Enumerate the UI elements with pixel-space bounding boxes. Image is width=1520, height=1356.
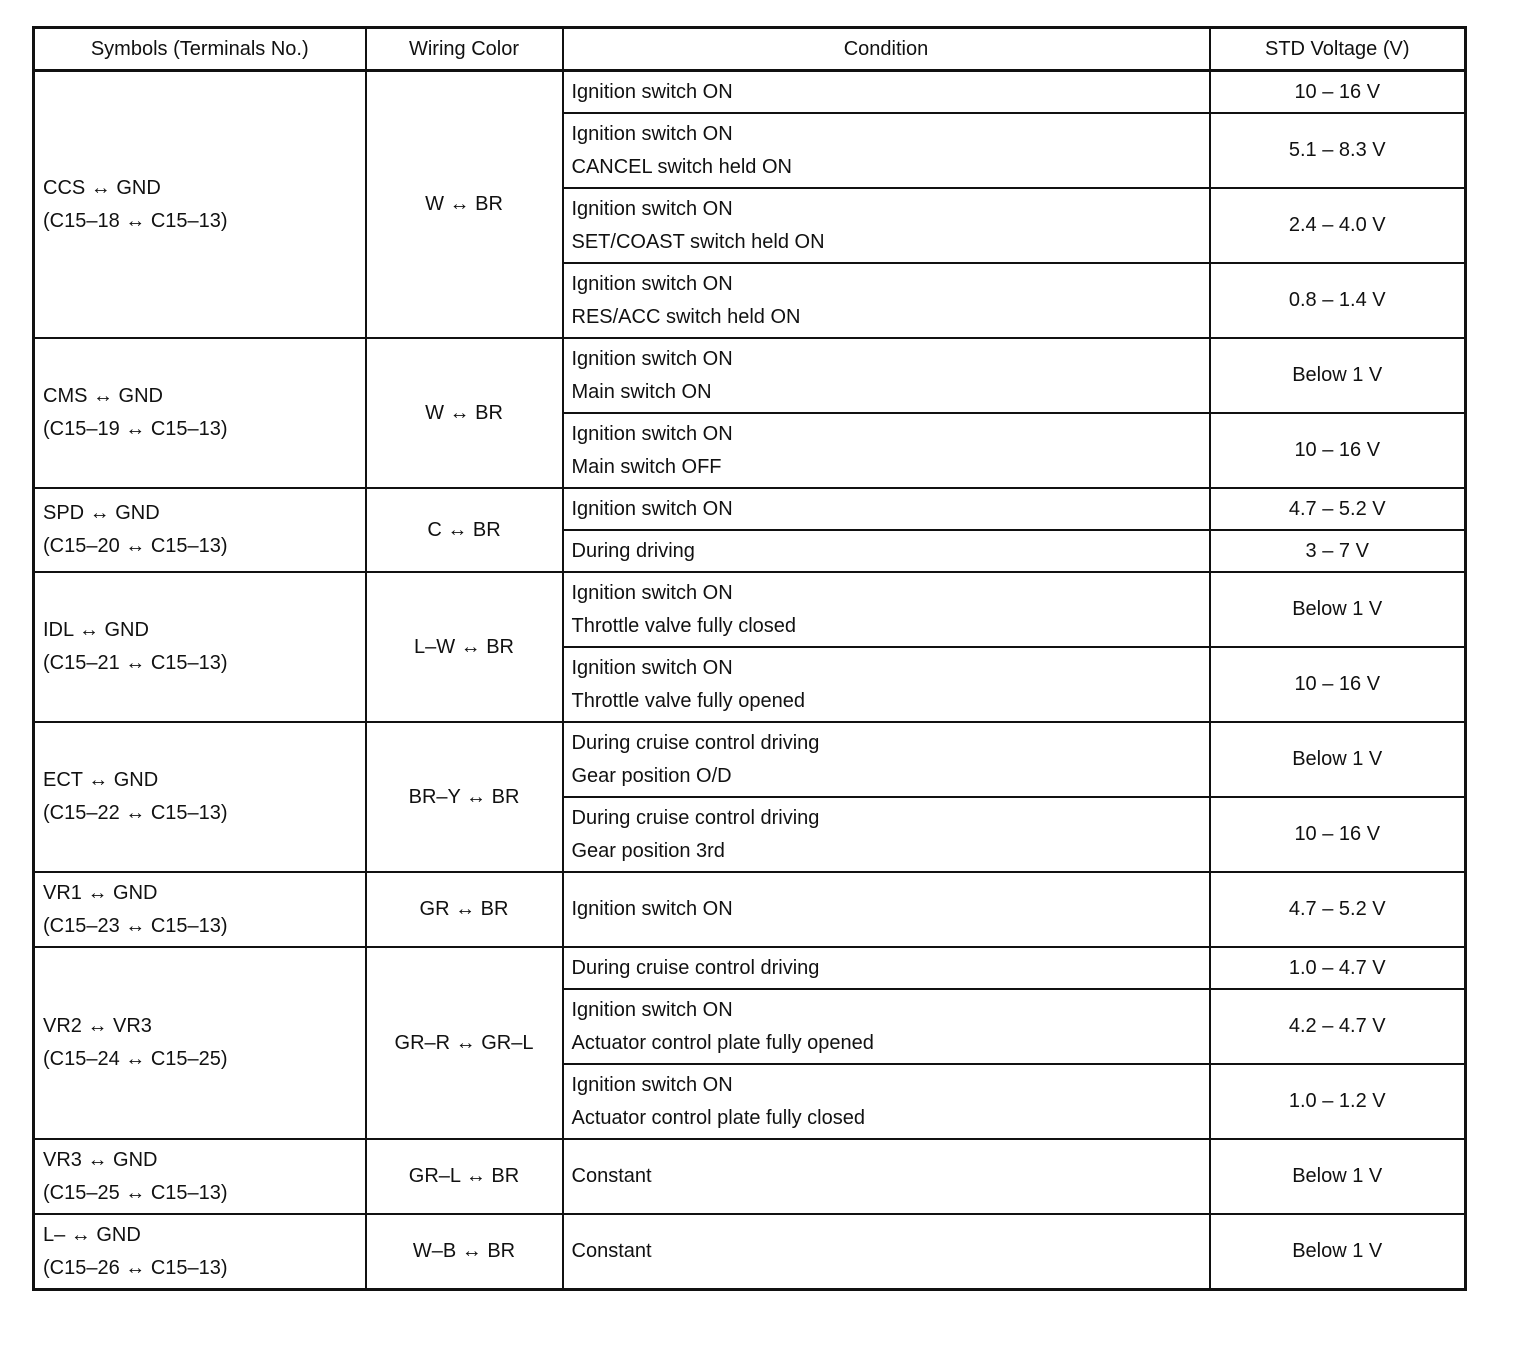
- std-voltage-cell: 0.8 – 1.4 V: [1210, 263, 1466, 338]
- terminal-group: [34, 488, 1466, 572]
- terminal-group: [34, 572, 1466, 722]
- std-voltage-cell: 10 – 16 V: [1210, 647, 1466, 722]
- terminal-group: [34, 71, 1466, 339]
- std-voltage-cell: 10 – 16 V: [1210, 413, 1466, 488]
- condition-cell: [563, 263, 1210, 338]
- condition-cell: [563, 1214, 1210, 1290]
- terminal-numbers: (C15–21 ↔ C15–13): [43, 652, 228, 674]
- condition-cell: [563, 722, 1210, 797]
- terminal-numbers: (C15–23 ↔ C15–13): [43, 914, 228, 937]
- condition-line: SET/COAST switch held ON: [571, 230, 825, 253]
- terminal-numbers: (C15–18 ↔ C15–13): [43, 209, 228, 232]
- terminal-numbers: (C15–22 ↔ C15–13): [43, 802, 228, 824]
- terminal-symbol-cell: [34, 71, 366, 339]
- table-header: [34, 28, 1466, 71]
- terminal-group: [34, 1139, 1466, 1214]
- terminal-symbol-cell: [34, 488, 366, 572]
- wiring-color-cell: W–B ↔ BR: [366, 1214, 563, 1290]
- table-row: [34, 1214, 1466, 1290]
- terminal-symbol: SPD ↔ GND: [43, 502, 160, 524]
- condition-cell: [563, 1064, 1210, 1139]
- std-voltage-cell: Below 1 V: [1210, 572, 1466, 647]
- table-row: [34, 71, 1466, 114]
- terminal-symbol-cell: [34, 722, 366, 872]
- condition-line: Throttle valve fully closed: [571, 614, 797, 637]
- condition-line: Ignition switch ON: [571, 581, 733, 604]
- terminal-group: [34, 1214, 1466, 1290]
- condition-line: RES/ACC switch held ON: [571, 305, 801, 328]
- condition-line: Constant: [571, 1165, 652, 1187]
- terminal-numbers: (C15–25 ↔ C15–13): [43, 1181, 228, 1204]
- condition-line: Ignition switch ON: [571, 656, 733, 679]
- condition-line: Ignition switch ON: [571, 422, 733, 445]
- condition-cell: [563, 572, 1210, 647]
- std-voltage-cell: 4.7 – 5.2 V: [1210, 488, 1466, 530]
- condition-cell: [563, 1139, 1210, 1214]
- condition-cell: [563, 989, 1210, 1064]
- condition-line: Ignition switch ON: [571, 898, 733, 920]
- table-row: [34, 872, 1466, 947]
- wiring-color-cell: GR–L ↔ BR: [366, 1139, 563, 1214]
- condition-line: Ignition switch ON: [571, 1073, 733, 1096]
- ecu-terminal-voltage-table: [32, 26, 1467, 1291]
- wiring-color-cell: W ↔ BR: [366, 71, 563, 339]
- condition-line: Ignition switch ON: [571, 497, 733, 520]
- std-voltage-cell: 10 – 16 V: [1210, 797, 1466, 872]
- condition-line: During cruise control driving: [571, 731, 820, 754]
- condition-line: Main switch ON: [571, 380, 712, 403]
- condition-line: Gear position 3rd: [571, 839, 725, 862]
- terminal-symbol-cell: [34, 1214, 366, 1290]
- condition-line: Ignition switch ON: [571, 80, 733, 103]
- terminal-symbol: CMS ↔ GND: [43, 385, 163, 407]
- terminal-symbol-cell: [34, 947, 366, 1139]
- std-voltage-cell: 2.4 – 4.0 V: [1210, 188, 1466, 263]
- std-voltage-cell: 4.7 – 5.2 V: [1210, 872, 1466, 947]
- condition-cell: [563, 113, 1210, 188]
- condition-line: Actuator control plate fully opened: [571, 1031, 874, 1054]
- terminal-symbol-cell: [34, 872, 366, 947]
- terminal-numbers: (C15–19 ↔ C15–13): [43, 418, 228, 440]
- std-voltage-cell: Below 1 V: [1210, 1139, 1466, 1214]
- terminal-symbol: IDL ↔ GND: [43, 619, 149, 641]
- std-voltage-cell: Below 1 V: [1210, 338, 1466, 413]
- condition-line: Throttle valve fully opened: [571, 689, 805, 712]
- terminal-numbers: (C15–24 ↔ C15–25): [43, 1048, 228, 1070]
- header-wiring-color: Wiring Color: [366, 28, 563, 71]
- table-row: [34, 488, 1466, 530]
- condition-cell: [563, 71, 1210, 114]
- header-condition: Condition: [563, 28, 1210, 71]
- wiring-color-cell: BR–Y ↔ BR: [366, 722, 563, 872]
- condition-cell: [563, 413, 1210, 488]
- std-voltage-cell: Below 1 V: [1210, 722, 1466, 797]
- condition-line: During cruise control driving: [571, 806, 820, 829]
- std-voltage-cell: Below 1 V: [1210, 1214, 1466, 1290]
- condition-cell: [563, 488, 1210, 530]
- terminal-symbol: VR1 ↔ GND: [43, 881, 158, 904]
- terminal-symbol: L– ↔ GND: [43, 1223, 141, 1246]
- condition-line: During cruise control driving: [571, 956, 820, 979]
- condition-cell: [563, 188, 1210, 263]
- std-voltage-cell: 10 – 16 V: [1210, 71, 1466, 114]
- condition-line: Ignition switch ON: [571, 347, 733, 370]
- table-row: [34, 338, 1466, 413]
- condition-line: Constant: [571, 1240, 652, 1262]
- condition-cell: [563, 647, 1210, 722]
- std-voltage-cell: 3 – 7 V: [1210, 530, 1466, 572]
- wiring-color-cell: GR–R ↔ GR–L: [366, 947, 563, 1139]
- condition-line: CANCEL switch held ON: [571, 155, 792, 178]
- table-row: [34, 572, 1466, 647]
- terminal-numbers: (C15–26 ↔ C15–13): [43, 1256, 228, 1279]
- wiring-color-cell: L–W ↔ BR: [366, 572, 563, 722]
- std-voltage-cell: 1.0 – 1.2 V: [1210, 1064, 1466, 1139]
- condition-line: Ignition switch ON: [571, 998, 733, 1021]
- table-row: [34, 1139, 1466, 1214]
- table-row: [34, 722, 1466, 797]
- condition-line: Main switch OFF: [571, 455, 722, 478]
- wiring-color-cell: C ↔ BR: [366, 488, 563, 572]
- condition-cell: [563, 872, 1210, 947]
- condition-line: Actuator control plate fully closed: [571, 1106, 865, 1129]
- std-voltage-cell: 5.1 – 8.3 V: [1210, 113, 1466, 188]
- terminal-symbol-cell: [34, 572, 366, 722]
- terminal-symbol: VR3 ↔ GND: [43, 1148, 158, 1171]
- terminal-symbol: CCS ↔ GND: [43, 176, 161, 199]
- condition-cell: [563, 797, 1210, 872]
- std-voltage-cell: 4.2 – 4.7 V: [1210, 989, 1466, 1064]
- terminal-symbol: ECT ↔ GND: [43, 769, 159, 791]
- wiring-color-cell: W ↔ BR: [366, 338, 563, 488]
- terminal-symbol-cell: [34, 338, 366, 488]
- header-row: [34, 28, 1466, 71]
- terminal-symbol-cell: [34, 1139, 366, 1214]
- terminal-symbol: VR2 ↔ VR3: [43, 1015, 152, 1037]
- condition-line: During driving: [571, 539, 695, 562]
- condition-line: Gear position O/D: [571, 764, 732, 787]
- table-row: [34, 947, 1466, 989]
- terminal-group: [34, 947, 1466, 1139]
- header-std-voltage: STD Voltage (V): [1210, 28, 1466, 71]
- condition-cell: [563, 530, 1210, 572]
- terminal-numbers: (C15–20 ↔ C15–13): [43, 535, 228, 557]
- terminal-group: [34, 722, 1466, 872]
- header-symbols: Symbols (Terminals No.): [34, 28, 366, 71]
- wiring-color-cell: GR ↔ BR: [366, 872, 563, 947]
- condition-line: Ignition switch ON: [571, 122, 733, 145]
- condition-cell: [563, 338, 1210, 413]
- condition-line: Ignition switch ON: [571, 197, 733, 220]
- condition-cell: [563, 947, 1210, 989]
- terminal-group: [34, 872, 1466, 947]
- std-voltage-cell: 1.0 – 4.7 V: [1210, 947, 1466, 989]
- condition-line: Ignition switch ON: [571, 272, 733, 295]
- terminal-group: [34, 338, 1466, 488]
